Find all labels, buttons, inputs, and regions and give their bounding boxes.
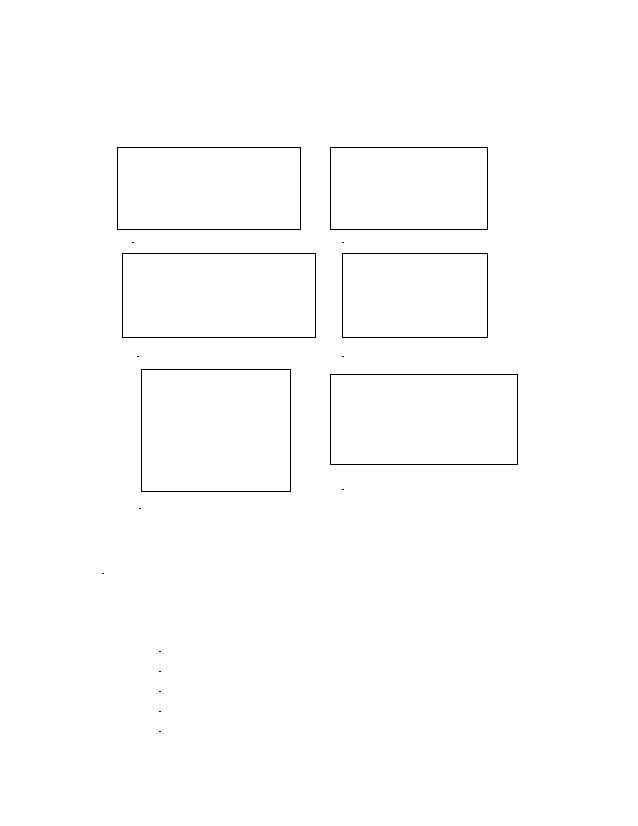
fraction-num	[159, 671, 161, 672]
step-6	[93, 567, 107, 579]
fraction	[159, 671, 161, 672]
practice-item-5	[150, 725, 164, 737]
fraction	[342, 242, 344, 243]
caption-cylinders	[339, 236, 347, 248]
caption-bolts	[339, 350, 347, 362]
fraction	[159, 691, 161, 692]
fraction-num	[342, 356, 344, 357]
fraction-num	[139, 508, 141, 509]
fraction	[102, 573, 104, 574]
fraction-num	[137, 356, 139, 357]
fraction-num	[342, 242, 344, 243]
fraction-num	[342, 489, 344, 490]
fraction	[159, 711, 161, 712]
caption-cubes	[134, 350, 142, 362]
step-7	[93, 585, 99, 597]
fraction-num	[132, 242, 134, 243]
fraction-num	[159, 691, 161, 692]
fraction	[159, 731, 161, 732]
fraction-num	[159, 711, 161, 712]
practice-item-2	[150, 665, 164, 677]
fraction	[139, 508, 141, 509]
step-4	[93, 544, 99, 556]
step-3	[93, 530, 99, 542]
fraction-num	[159, 651, 161, 652]
fraction	[159, 651, 161, 652]
fraction	[132, 242, 134, 243]
practice-item-3	[150, 685, 164, 697]
caption-stars	[136, 502, 144, 514]
caption-cups	[339, 483, 347, 495]
fraction-num	[159, 731, 161, 732]
fraction	[342, 356, 344, 357]
caption-hearts	[129, 236, 137, 248]
fraction-num	[102, 573, 104, 574]
practice-item-1	[150, 645, 164, 657]
fraction	[137, 356, 139, 357]
fraction	[342, 489, 344, 490]
practice-item-4	[150, 705, 164, 717]
